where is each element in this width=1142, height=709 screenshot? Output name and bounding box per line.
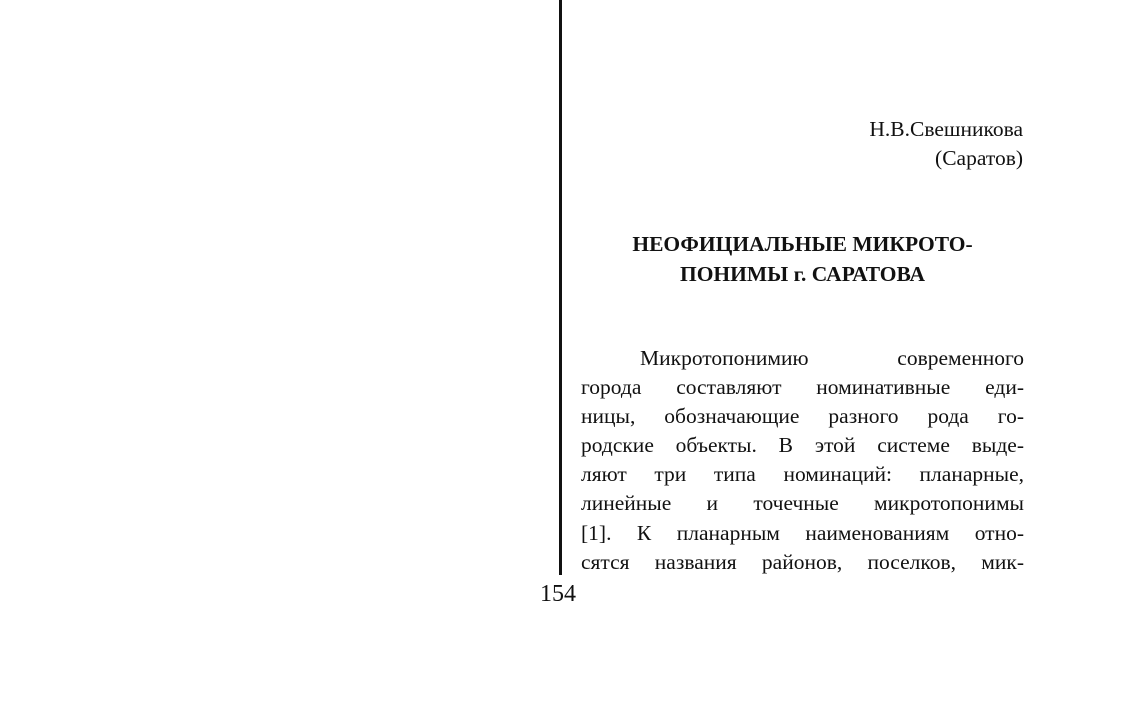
body-line: [1]. К планарным наименованиям отно- [581,520,1024,545]
body-line: линейные и точечные микротопонимы [581,491,1024,516]
author-block [869,115,1023,173]
body-line: ницы, обозначающие разного рода го- [581,404,1024,429]
page-margin-rule [559,0,562,575]
body-line: города составляют номинативные еди- [581,375,1024,400]
article-title-line-2: ПОНИМЫ г. САРАТОВА [679,262,926,286]
author-name: Н.В.Свешникова [869,117,1023,141]
article-title [582,229,1023,289]
page-number: 154 [540,581,576,607]
author-city: (Саратов) [935,146,1023,170]
body-paragraph [581,344,1024,577]
body-line: родские объекты. В этой системе выде- [581,433,1024,458]
body-line: Микротопонимию современного [640,346,1024,370]
body-line: сятся названия районов, поселков, мик- [581,549,1024,574]
article-title-line-1: НЕОФИЦИАЛЬНЫЕ МИКРОТО- [632,232,973,256]
body-line: ляют три типа номинаций: планарные, [581,462,1024,487]
